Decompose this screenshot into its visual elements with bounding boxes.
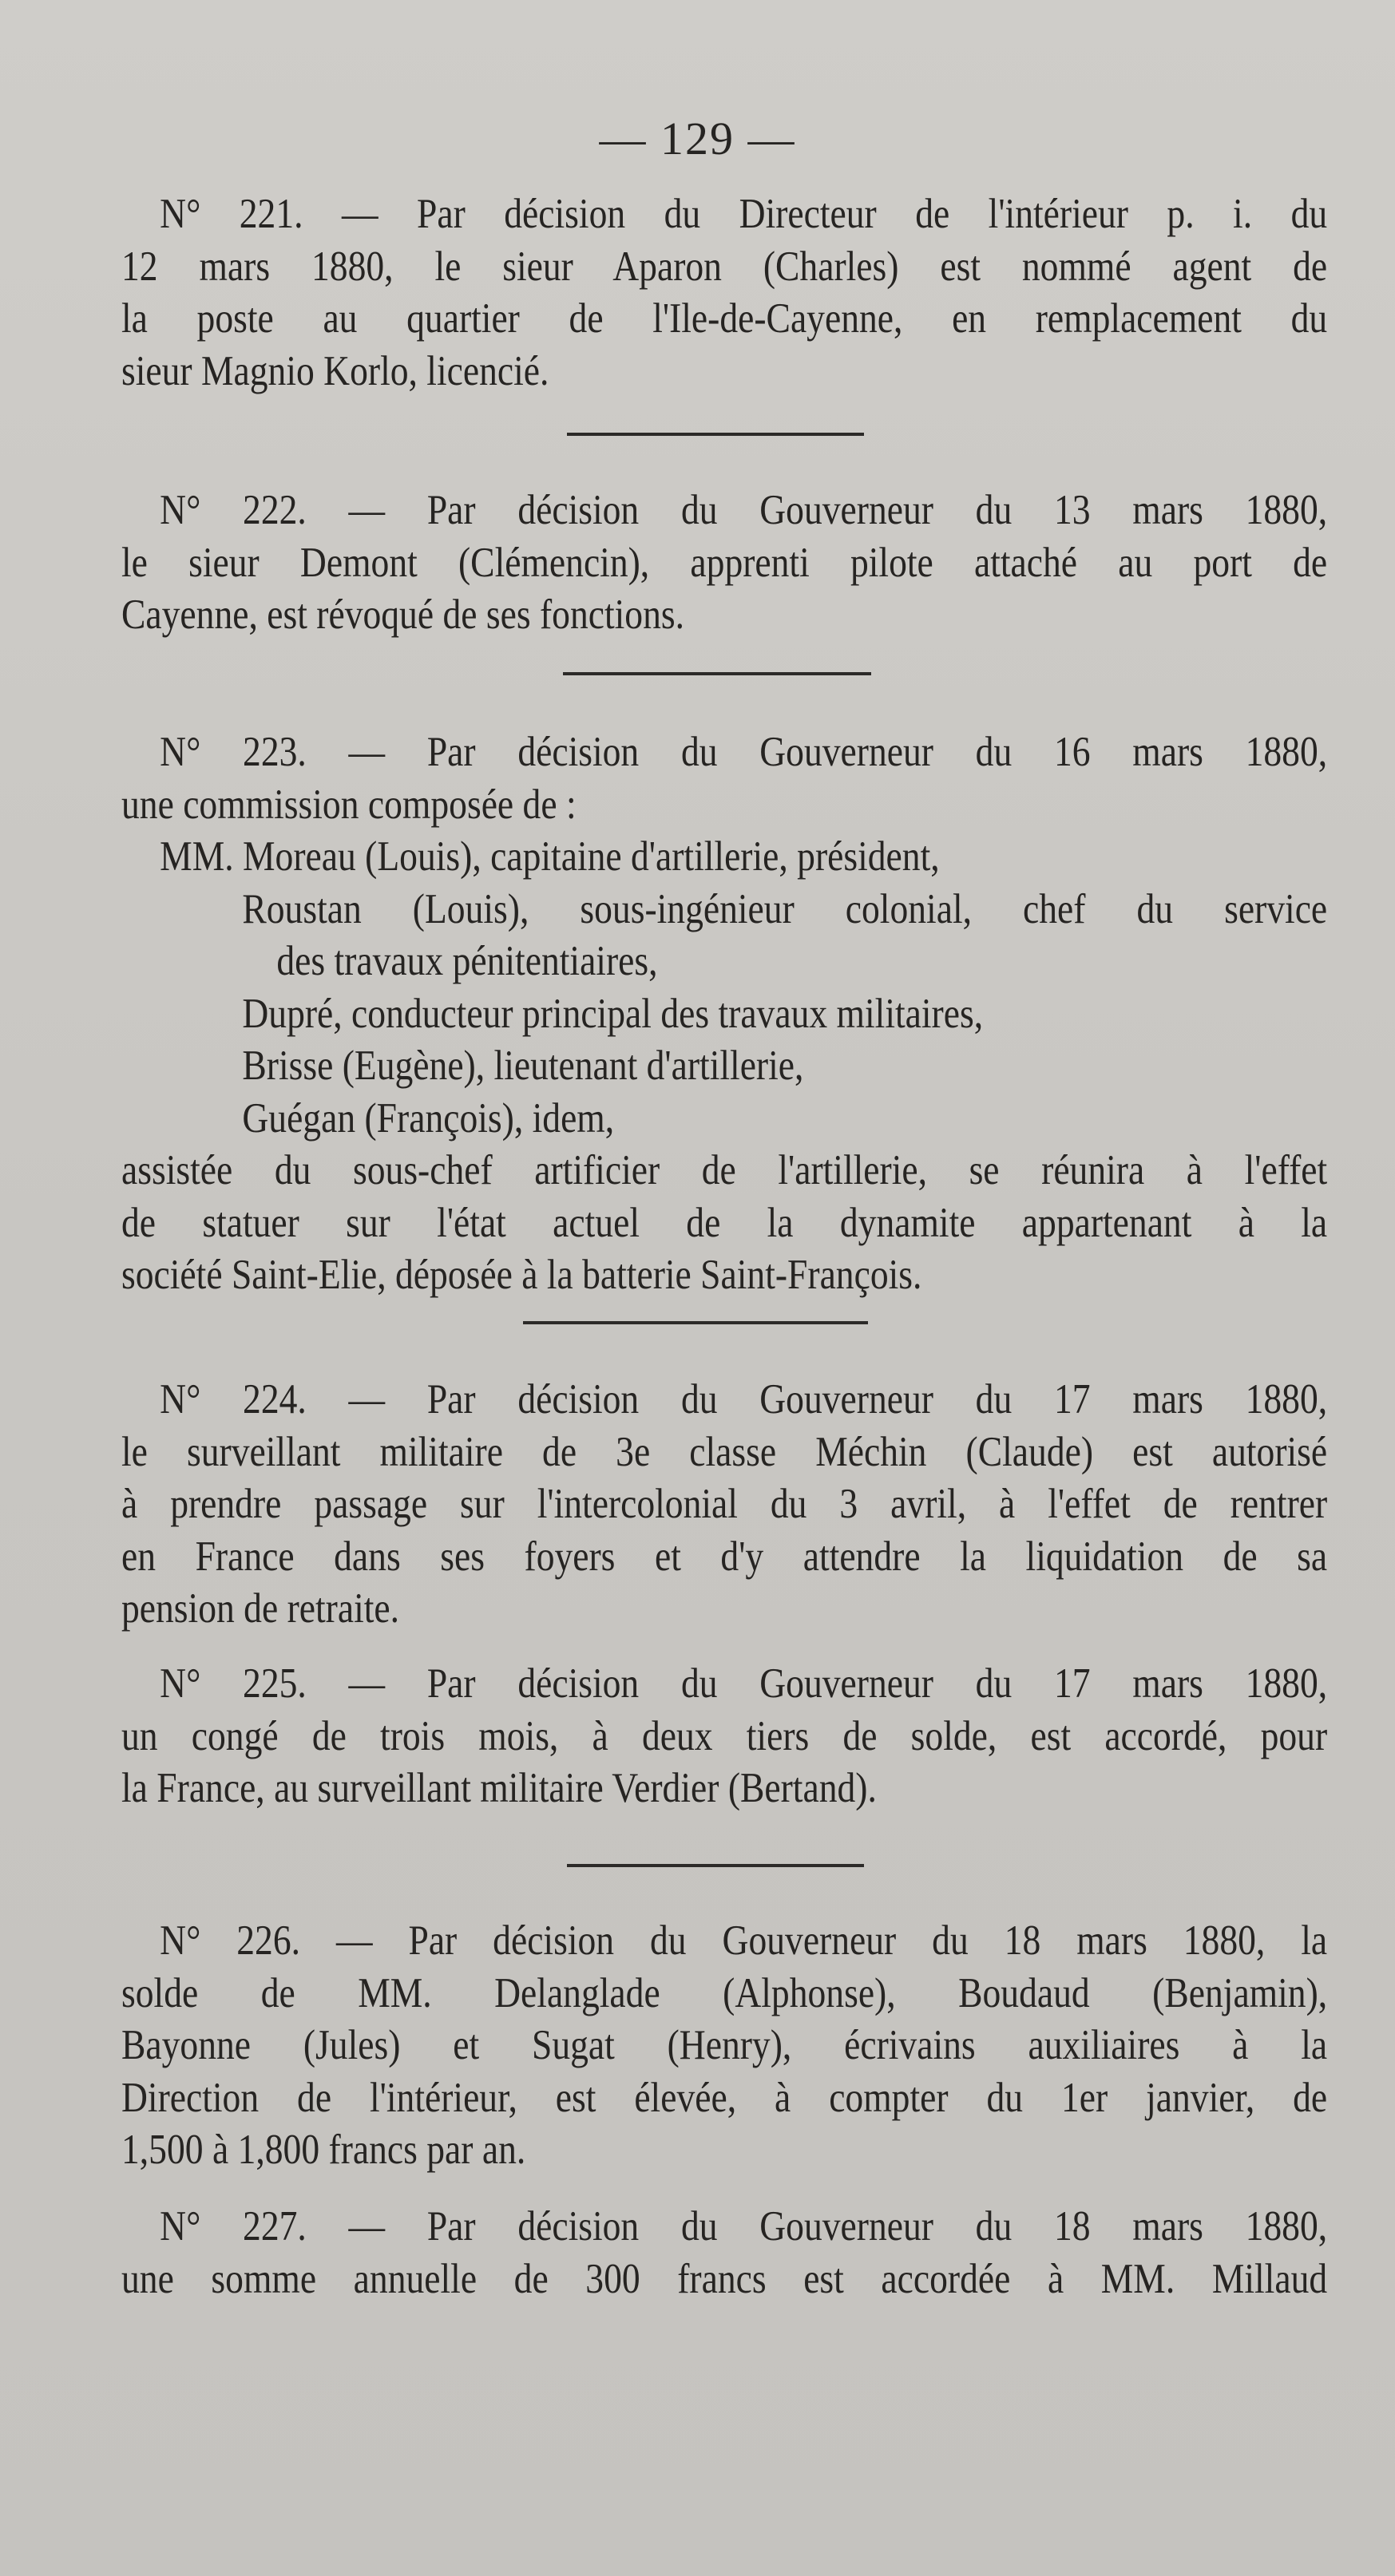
entry-line: N° 227. — Par décision du Gouverneur du 18 mars 1880, bbox=[160, 2203, 1328, 2250]
entry-line: sieur Magnio Korlo, licencié. bbox=[121, 347, 549, 394]
entry-line: N° 224. — Par décision du Gouverneur du 17 mars 1880, bbox=[160, 1376, 1328, 1423]
entry-227 bbox=[121, 2201, 1328, 2305]
entry-line: la poste au quartier de l'Ile-de-Cayenne, en remplacement du bbox=[121, 295, 1328, 342]
entry-line: solde de MM. Delanglade (Alphonse), Boudaud (Benjamin), bbox=[121, 1969, 1328, 2016]
entry-line: le surveillant militaire de 3e classe Méchin (Claude) est autorisé bbox=[121, 1428, 1328, 1475]
separator-rule bbox=[567, 1864, 864, 1867]
entry-line: pension de retraite. bbox=[121, 1585, 400, 1632]
entry-line: une somme annuelle de 300 francs est accordée à MM. Millaud bbox=[121, 2255, 1328, 2302]
entry-line: Cayenne, est révoqué de ses fonctions. bbox=[121, 592, 685, 638]
entry-line: MM. Moreau (Louis), capitaine d'artillerie, président, bbox=[160, 833, 940, 880]
entry-line: Guégan (François), idem, bbox=[242, 1094, 615, 1142]
entry-line: à prendre passage sur l'intercolonial du 3 avril, à l'effet de rentrer bbox=[121, 1481, 1328, 1527]
entry-line: la France, au surveillant militaire Verdier (Bertand). bbox=[121, 1765, 877, 1811]
entry-line: une commission composée de : bbox=[121, 781, 577, 828]
entry-line: Dupré, conducteur principal des travaux militaires, bbox=[242, 990, 984, 1037]
entry-line: un congé de trois mois, à deux tiers de solde, est accordé, pour bbox=[121, 1712, 1328, 1759]
entry-line: N° 225. — Par décision du Gouverneur du 17 mars 1880, bbox=[160, 1660, 1328, 1707]
entry-line: Roustan (Louis), sous-ingénieur colonial, chef du service bbox=[242, 885, 1328, 932]
entry-line: N° 226. — Par décision du Gouverneur du 18 mars 1880, la bbox=[160, 1917, 1328, 1964]
entry-222 bbox=[121, 485, 1328, 642]
entry-line: de statuer sur l'état actuel de la dynamite appartenant à la bbox=[121, 1199, 1328, 1246]
entry-line: en France dans ses foyers et d'y attendre la liquidation de sa bbox=[121, 1533, 1328, 1580]
entry-line: 1,500 à 1,800 francs par an. bbox=[121, 2127, 526, 2173]
entry-221 bbox=[121, 188, 1328, 398]
entry-line: Brisse (Eugène), lieutenant d'artillerie, bbox=[242, 1043, 804, 1089]
entry-225 bbox=[121, 1658, 1328, 1815]
entry-line: N° 221. — Par décision du Directeur de l'intérieur p. i. du bbox=[160, 191, 1328, 237]
separator-rule bbox=[563, 672, 871, 675]
entry-226 bbox=[121, 1915, 1328, 2177]
entry-line: des travaux pénitentiaires, bbox=[276, 938, 658, 984]
entry-223 bbox=[121, 726, 1328, 1302]
entry-line: société Saint-Elie, déposée à la batterie Saint-François. bbox=[121, 1252, 922, 1298]
entry-line: Direction de l'intérieur, est élevée, à compter du 1er janvier, de bbox=[121, 2074, 1328, 2121]
entry-line: assistée du sous-chef artificier de l'artillerie, se réunira à l'effet bbox=[121, 1147, 1328, 1193]
entry-line: N° 222. — Par décision du Gouverneur du 13 mars 1880, bbox=[160, 487, 1328, 533]
page-number: — 129 — bbox=[599, 113, 796, 164]
separator-rule bbox=[567, 433, 864, 436]
entry-line: Bayonne (Jules) et Sugat (Henry), écrivains auxiliaires à la bbox=[121, 2022, 1328, 2068]
separator-rule bbox=[523, 1321, 868, 1324]
entry-224 bbox=[121, 1374, 1328, 1636]
entry-line: le sieur Demont (Clémencin), apprenti pilote attaché au port de bbox=[121, 539, 1328, 586]
entry-line: 12 mars 1880, le sieur Aparon (Charles) est nommé agent de bbox=[121, 243, 1328, 290]
entry-line: N° 223. — Par décision du Gouverneur du 16 mars 1880, bbox=[160, 729, 1328, 775]
